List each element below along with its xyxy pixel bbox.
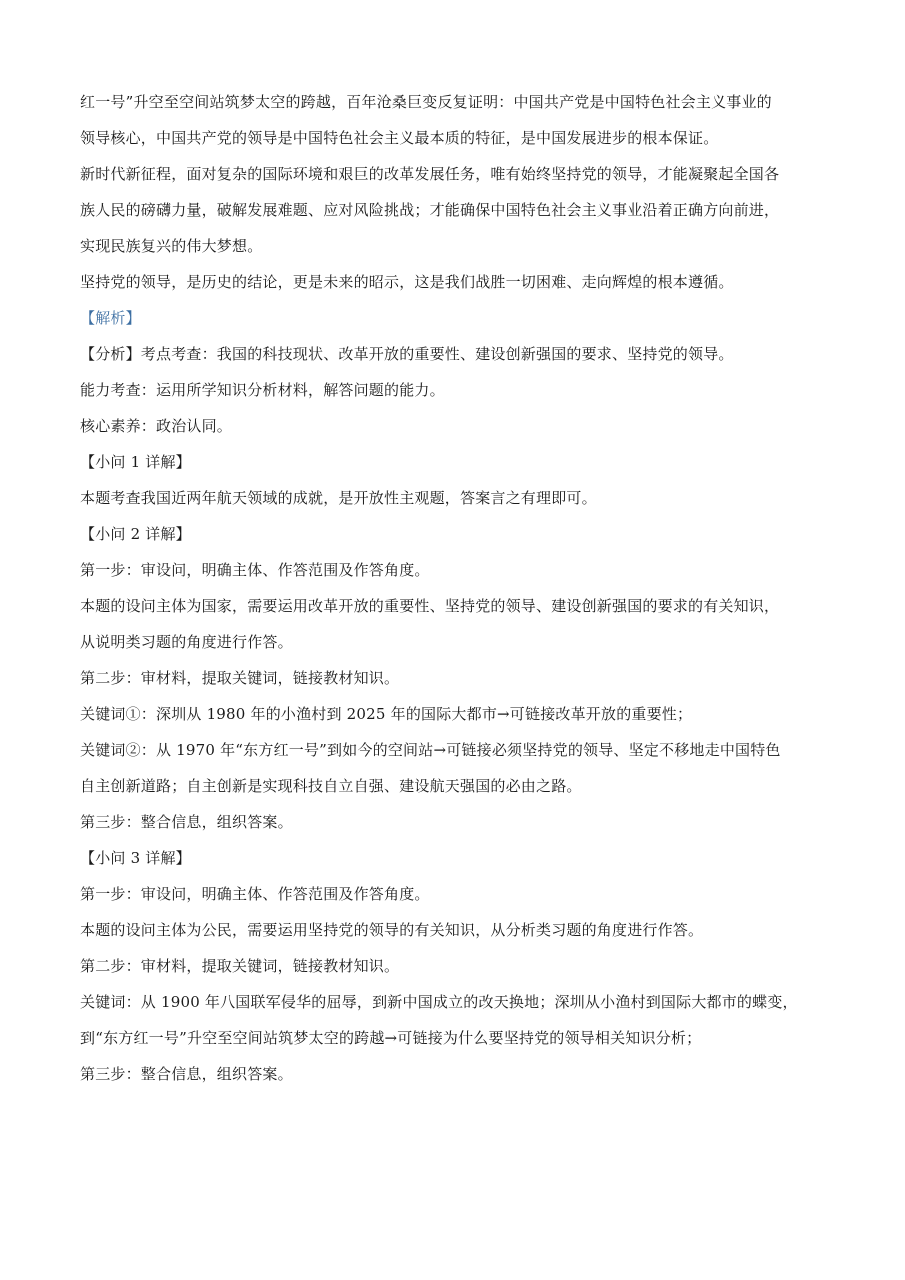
question-2-keyword-2-line: 自主创新道路；自主创新是实现科技自立自强、建设航天强国的必由之路。 <box>80 777 582 795</box>
question-2-step-3: 第三步：整合信息，组织答案。 <box>80 813 293 831</box>
question-2-section <box>80 516 830 840</box>
question-3-subject: 本题的设问主体为公民，需要运用坚持党的领导的有关知识，从分析类习题的角度进行作答。 <box>80 921 704 939</box>
question-3-section <box>80 840 830 1092</box>
analysis-kaodian: 【分析】考点考查：我国的科技现状、改革开放的重要性、建设创新强国的要求、坚持党的领导。 <box>80 345 734 363</box>
question-1-text: 本题考查我国近两年航天领域的成就，是开放性主观题，答案言之有理即可。 <box>80 489 597 507</box>
text-line: 族人民的磅礴力量，破解发展难题、应对风险挑战；才能确保中国特色社会主义事业沿着正确方向前进， <box>80 201 780 219</box>
analysis-core-literacy: 核心素养：政治认同。 <box>80 417 233 435</box>
analysis-section <box>80 336 830 444</box>
intro-conclusion-section <box>80 84 830 300</box>
question-3-keyword-line: 关键词：从 1900 年八国联军侵华的屈辱，到新中国成立的改天换地；深圳从小渔村到国际大都市的蝶变， <box>80 993 798 1011</box>
question-2-step-2: 第二步：审材料，提取关键词，链接教材知识。 <box>80 669 400 687</box>
question-2-subject-line: 本题的设问主体为国家，需要运用改革开放的重要性、坚持党的领导、建设创新强国的要求的有关知识， <box>80 597 780 615</box>
question-3-step-2: 第二步：审材料，提取关键词，链接教材知识。 <box>80 957 400 975</box>
analysis-heading: 【解析】 <box>80 309 141 327</box>
text-line: 领导核心，中国共产党的领导是中国特色社会主义最本质的特征，是中国发展进步的根本保证。 <box>80 129 719 147</box>
question-1-heading: 【小问 1 详解】 <box>80 453 191 471</box>
text-line: 红一号”升空至空间站筑梦太空的跨越，百年沧桑巨变反复证明：中国共产党是中国特色社会主义事业的 <box>80 93 772 111</box>
text-line: 实现民族复兴的伟大梦想。 <box>80 237 263 255</box>
question-2-step-1: 第一步：审设问，明确主体、作答范围及作答角度。 <box>80 561 430 579</box>
text-line: 坚持党的领导，是历史的结论，更是未来的昭示，这是我们战胜一切困难、走向辉煌的根本遵循。 <box>80 273 734 291</box>
intro-paragraph-1 <box>80 84 830 156</box>
question-2-heading: 【小问 2 详解】 <box>80 525 191 543</box>
question-3-keyword-line: 到“东方红一号”升空至空间站筑梦太空的跨越→可链接为什么要坚持党的领导相关知识分析； <box>80 1029 702 1047</box>
intro-paragraph-2 <box>80 156 830 264</box>
question-3-heading: 【小问 3 详解】 <box>80 849 191 867</box>
document-page <box>80 84 830 1092</box>
question-3-step-1: 第一步：审设问，明确主体、作答范围及作答角度。 <box>80 885 430 903</box>
analysis-ability: 能力考查：运用所学知识分析材料，解答问题的能力。 <box>80 381 445 399</box>
question-3-step-3: 第三步：整合信息，组织答案。 <box>80 1065 293 1083</box>
question-2-keyword-2-line: 关键词②：从 1970 年“东方红一号”到如今的空间站→可链接必须坚持党的领导、坚定不移地走中国特色 <box>80 741 781 759</box>
text-line: 新时代新征程，面对复杂的国际环境和艰巨的改革发展任务，唯有始终坚持党的领导，才能凝聚起全国各 <box>80 165 780 183</box>
question-2-keyword-1: 关键词①：深圳从 1980 年的小渔村到 2025 年的国际大都市→可链接改革开放的重要性； <box>80 705 693 723</box>
intro-paragraph-3 <box>80 264 830 300</box>
question-1-section <box>80 444 830 516</box>
question-2-subject-line: 从说明类习题的角度进行作答。 <box>80 633 293 651</box>
